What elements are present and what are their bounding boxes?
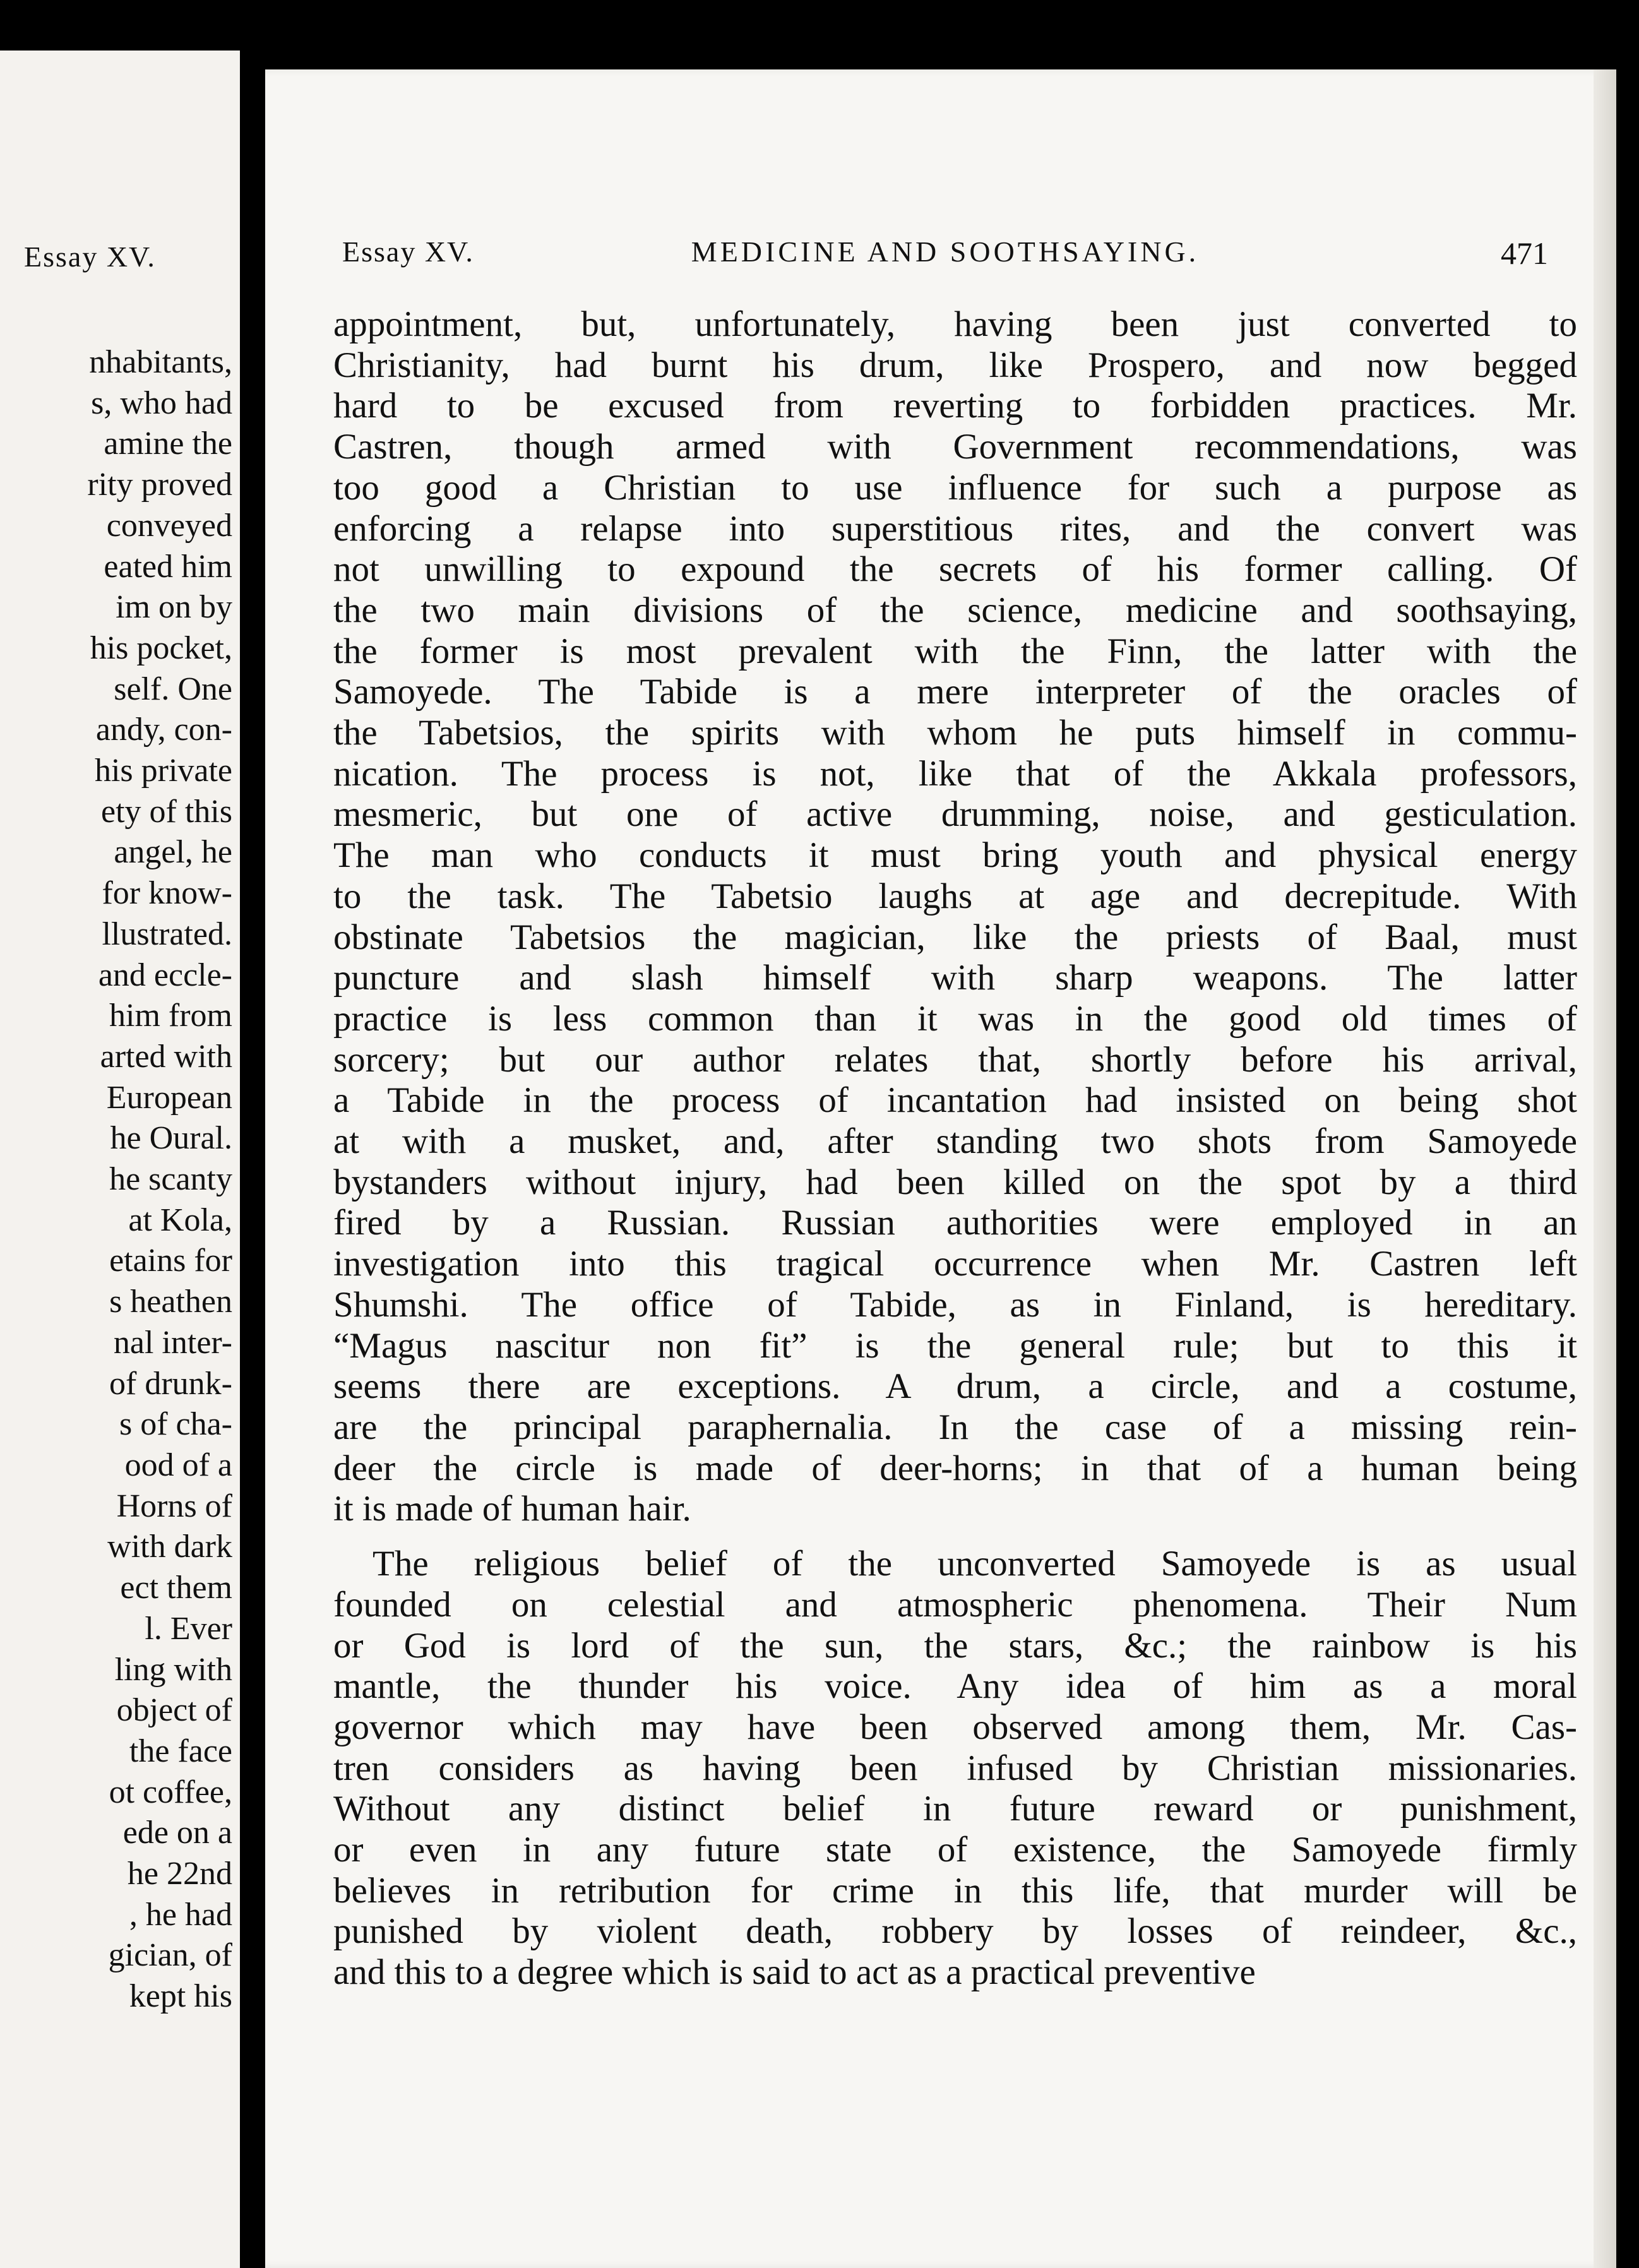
text-line: Samoyede. The Tabide is a mere interpreter of the oracles of — [333, 672, 1577, 712]
text-line: seems there are exceptions. A drum, a circle, and a costume, — [333, 1366, 1577, 1407]
page-number: 471 — [1501, 236, 1548, 271]
left-text-line: ect them — [120, 1570, 232, 1606]
text-line: sorcery; but our author relates that, shortly before his arrival, — [333, 1039, 1577, 1080]
left-text-line: of drunk- — [109, 1365, 232, 1402]
text-line: The religious belief of the unconverted Samoyede is as usual — [372, 1544, 1577, 1584]
text-line: or God is lord of the sun, the stars, &c.; the rainbow is his — [333, 1625, 1577, 1666]
body-text — [333, 304, 1577, 1993]
text-line: punished by violent death, robbery by losses of reindeer, &c., — [333, 1911, 1577, 1952]
left-text-line: rity proved — [87, 467, 232, 503]
text-line: appointment, but, unfortunately, having been just converted to — [333, 304, 1577, 344]
left-text-line: at Kola, — [128, 1202, 232, 1238]
text-line: founded on celestial and atmospheric phenomena. Their Num — [333, 1584, 1577, 1625]
left-text-line: ling with — [114, 1651, 232, 1688]
paragraph-1 — [333, 304, 1577, 1530]
left-text-line: ot coffee, — [109, 1774, 232, 1810]
text-line: mantle, the thunder his voice. Any idea of him as a moral — [333, 1666, 1577, 1707]
text-line: Christianity, had burnt his drum, like Prospero, and now begged — [333, 345, 1577, 385]
left-text-line: for know- — [102, 875, 232, 912]
left-text-line: object of — [116, 1692, 232, 1729]
left-text-line: s heathen — [109, 1284, 232, 1320]
text-line: puncture and slash himself with sharp weapons. The latter — [333, 958, 1577, 998]
page-edge — [1594, 69, 1616, 2268]
text-line: it is made of human hair. — [333, 1489, 691, 1529]
left-text-line: his pocket, — [90, 630, 232, 666]
left-text-line: llustrated. — [102, 916, 232, 952]
text-line: to the task. The Tabetsio laughs at age and decrepitude. With — [333, 876, 1577, 916]
text-line: too good a Christian to use influence for such a purpose as — [333, 467, 1577, 508]
running-header — [342, 235, 1548, 279]
left-text-line: Horns of — [116, 1488, 232, 1524]
left-text-line: angel, he — [114, 834, 232, 871]
text-line: “Magus nascitur non fit” is the general rule; but to this it — [333, 1325, 1577, 1366]
left-text-line: he Oural. — [110, 1120, 232, 1157]
text-line: a Tabide in the process of incantation had insisted on being shot — [333, 1080, 1577, 1121]
left-text-line: , he had — [129, 1896, 232, 1933]
left-text-line: conveyed — [106, 507, 232, 544]
text-line: tren considers as having been infused by Christian missionaries. — [333, 1748, 1577, 1788]
text-line: Without any distinct belief in future reward or punishment, — [333, 1789, 1577, 1829]
left-text-line: arted with — [100, 1038, 232, 1075]
text-line: practice is less common than it was in the good old times of — [333, 998, 1577, 1039]
text-line: deer the circle is made of deer-horns; in that of a human being — [333, 1448, 1577, 1488]
text-line: or even in any future state of existence, the Samoyede firmly — [333, 1830, 1577, 1870]
left-text-line: his private — [94, 753, 232, 789]
text-line: hard to be excused from reverting to forbidden practices. Mr. — [333, 386, 1577, 426]
header-essay-label: Essay XV. — [342, 236, 474, 268]
left-running-head: Essay XV. — [24, 241, 156, 273]
right-page — [265, 69, 1616, 2268]
left-text-line: im on by — [116, 589, 232, 626]
scan-artifact — [909, 0, 1010, 18]
text-line: nication. The process is not, like that of the Akkala professors, — [333, 753, 1577, 794]
text-line: investigation into this tragical occurrence when Mr. Castren left — [333, 1244, 1577, 1284]
text-line: Castren, though armed with Government recommendations, was — [333, 427, 1577, 467]
text-line: not unwilling to expound the secrets of his former calling. Of — [333, 549, 1577, 590]
text-line: obstinate Tabetsios the magician, like the priests of Baal, must — [333, 917, 1577, 957]
left-text-line: ede on a — [122, 1815, 232, 1851]
left-text-line: s, who had — [91, 385, 232, 421]
text-line: governor which may have been observed among them, Mr. Cas- — [333, 1707, 1577, 1747]
text-line: the two main divisions of the science, medicine and soothsaying, — [333, 590, 1577, 630]
text-line: fired by a Russian. Russian authorities were employed in an — [333, 1203, 1577, 1243]
left-text-line: gician, of — [108, 1937, 232, 1974]
left-text-line: he 22nd — [127, 1856, 232, 1892]
left-text-line: self. One — [114, 671, 232, 707]
text-line: at with a musket, and, after standing two shots from Samoyede — [333, 1121, 1577, 1162]
header-title: MEDICINE AND SOOTHSAYING. — [691, 236, 1200, 268]
left-text-line: the face — [129, 1733, 232, 1769]
left-text-line: with dark — [107, 1529, 232, 1565]
left-text-line: kept his — [129, 1978, 232, 2015]
text-line: The man who conducts it must bring youth and physical energy — [333, 835, 1577, 876]
left-text-line: nhabitants, — [89, 344, 232, 380]
text-line: Shumshi. The office of Tabide, as in Finland, is hereditary. — [333, 1284, 1577, 1325]
text-line: and this to a degree which is said to act as a practical preventive — [333, 1952, 1256, 1993]
left-text-line: s of cha- — [119, 1406, 232, 1443]
text-line: are the principal paraphernalia. In the case of a missing rein- — [333, 1407, 1577, 1447]
left-text-line: and eccle- — [98, 957, 232, 993]
left-text-line: amine the — [104, 426, 232, 462]
left-text-line: l. Ever — [145, 1610, 232, 1647]
left-text-line: nal inter- — [113, 1324, 232, 1361]
text-line: the Tabetsios, the spirits with whom he puts himself in commu- — [333, 713, 1577, 753]
text-line: believes in retribution for crime in this life, that murder will be — [333, 1870, 1577, 1911]
left-text-line: ety of this — [101, 793, 232, 830]
left-page-text — [5, 342, 232, 2017]
text-line: the former is most prevalent with the Finn, the latter with the — [333, 631, 1577, 671]
left-text-line: ood of a — [124, 1447, 232, 1483]
left-text-line: European — [106, 1079, 232, 1116]
text-line: bystanders without injury, had been killed on the spot by a third — [333, 1162, 1577, 1202]
left-text-line: etains for — [109, 1243, 232, 1279]
left-text-line: he scanty — [109, 1161, 232, 1198]
left-page — [0, 51, 240, 2268]
left-text-line: andy, con- — [95, 712, 232, 748]
text-line: enforcing a relapse into superstitious rites, and the convert was — [333, 508, 1577, 549]
text-line: mesmeric, but one of active drumming, noise, and gesticulation. — [333, 794, 1577, 835]
left-text-line: eated him — [104, 548, 232, 585]
gutter — [240, 0, 265, 2268]
left-text-line: him from — [109, 998, 232, 1034]
paragraph-2 — [333, 1544, 1577, 1993]
